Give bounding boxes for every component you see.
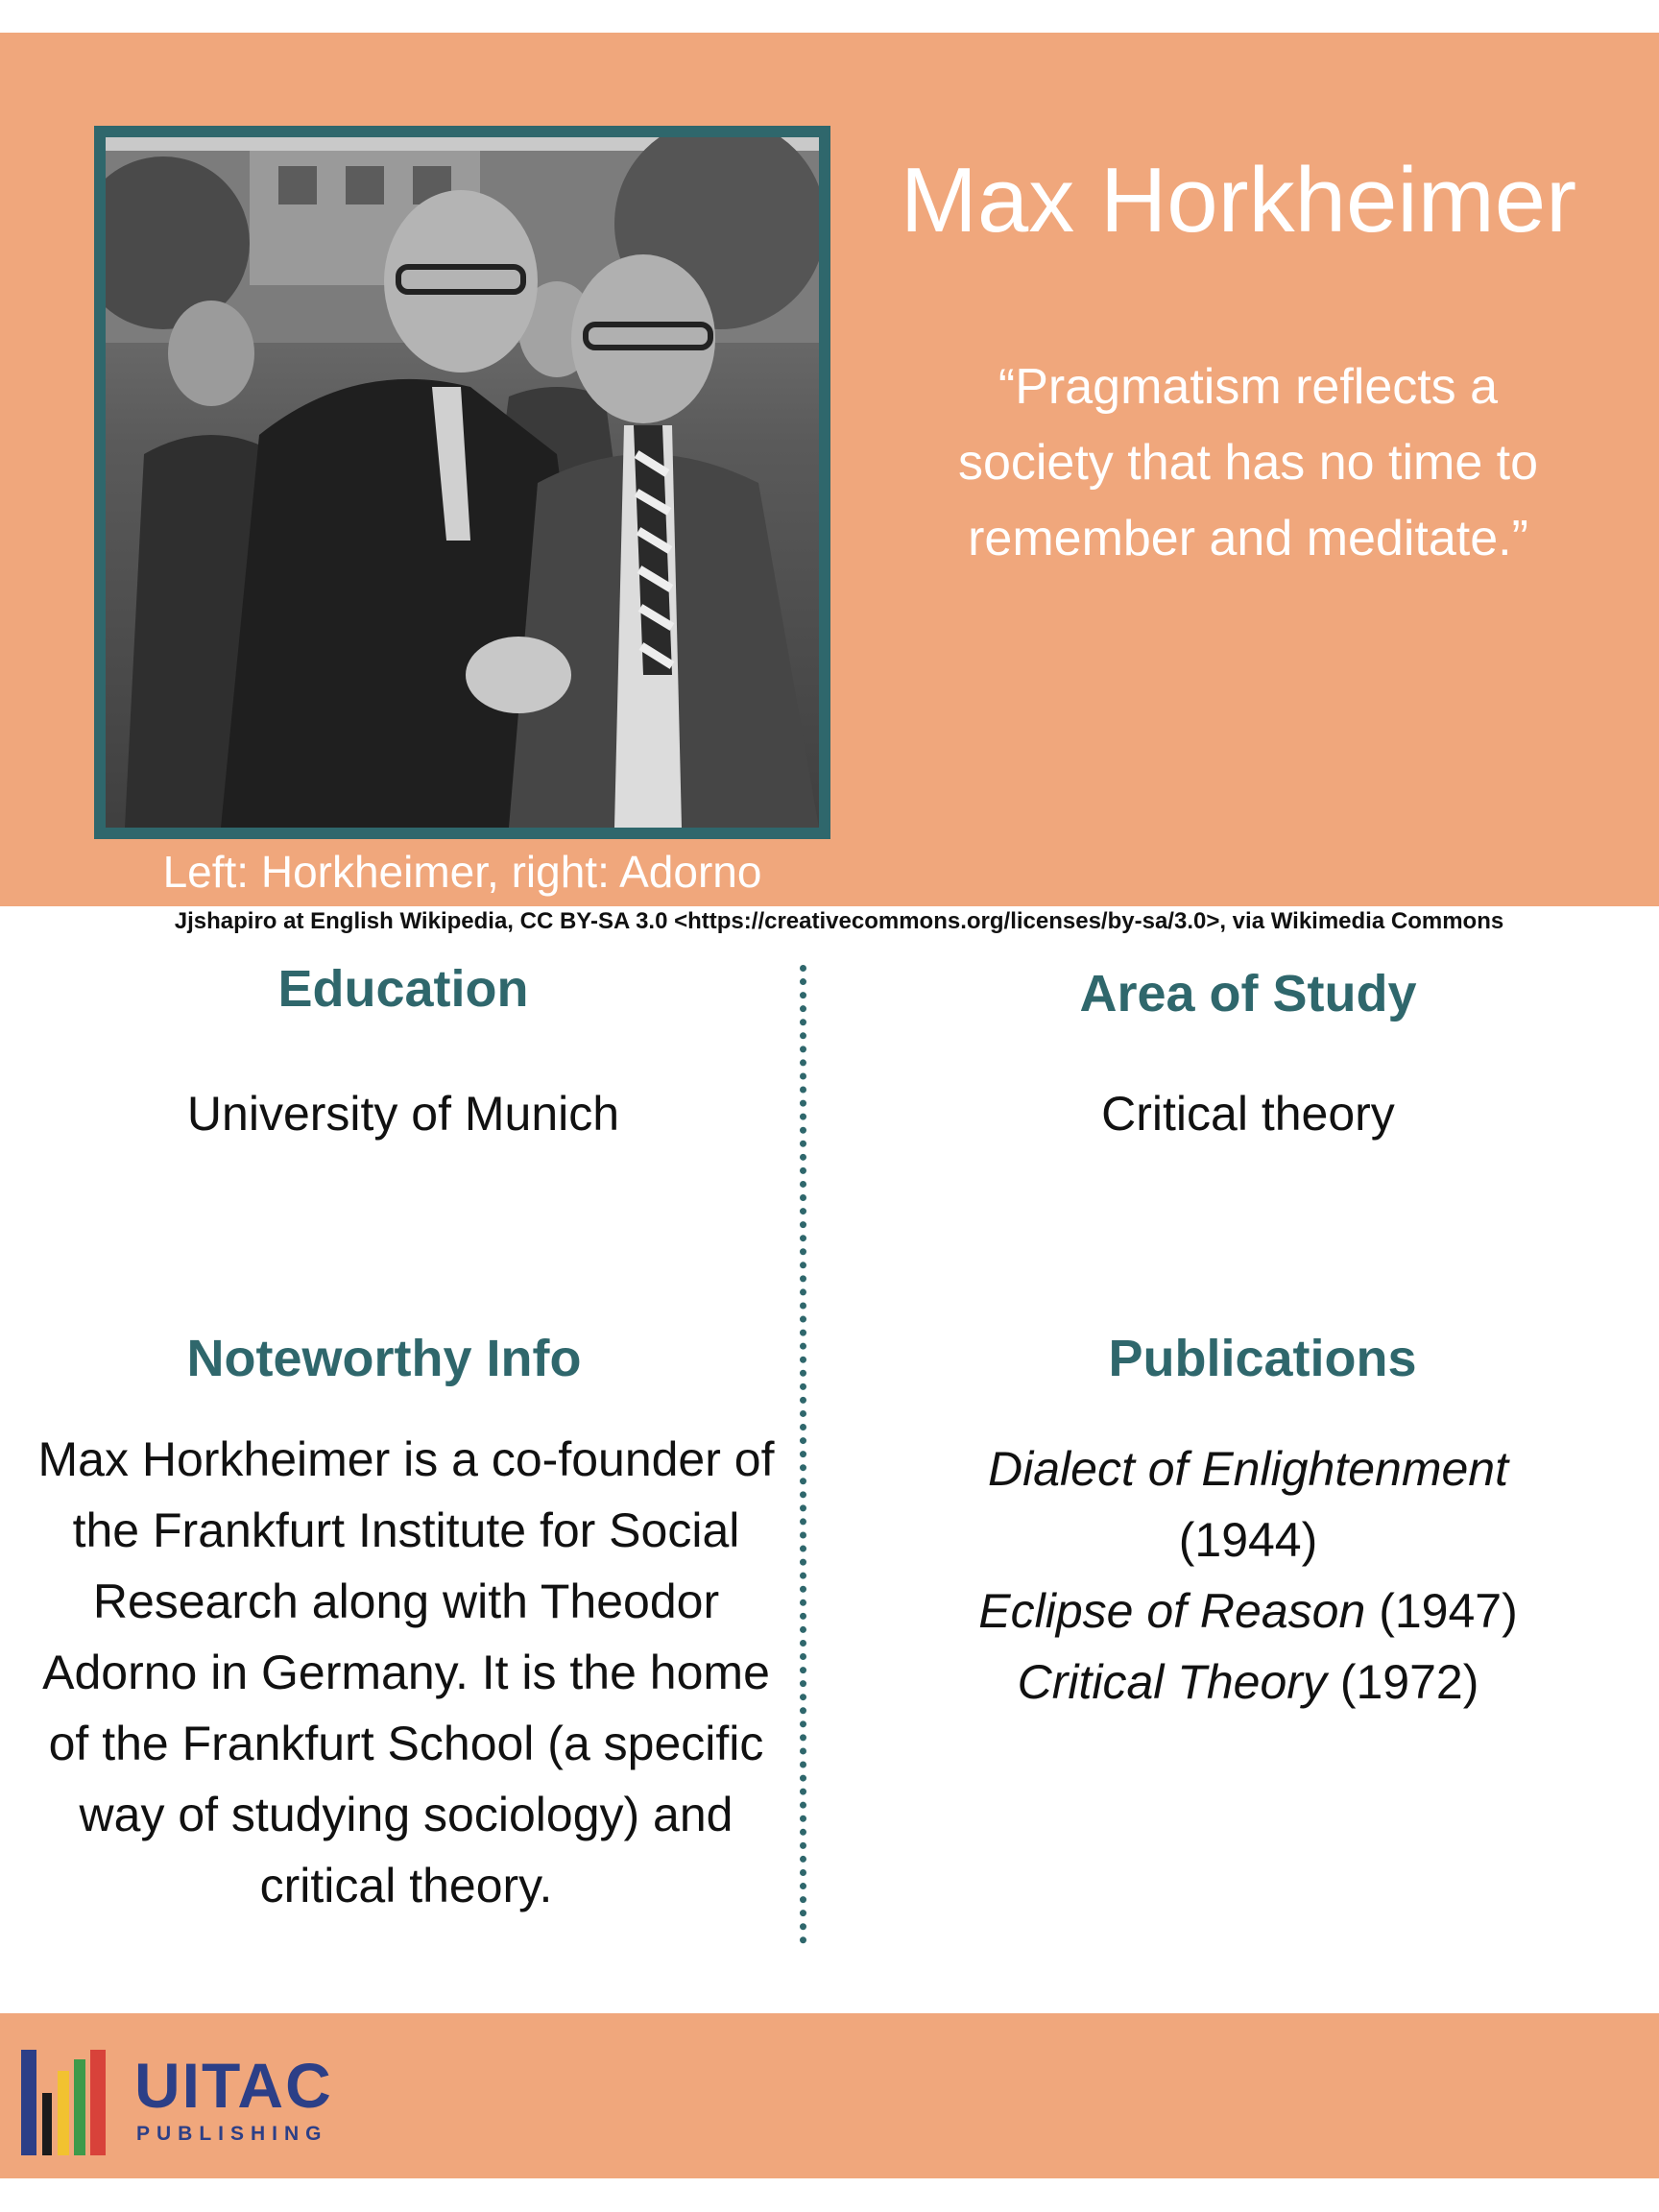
noteworthy-text: Max Horkheimer is a co-founder of the Frankfurt Institute for Social Research along with Theodor Adorno in Germany. It is the home of the Frankfurt School (a specific way of studying sociology) and critical theory. [37, 1432, 775, 1912]
area-of-study-text: Critical theory [1101, 1087, 1395, 1141]
publication-title: Dialect of Enlightenment [988, 1442, 1508, 1496]
logo-subtitle: PUBLISHING [136, 2123, 328, 2145]
publications-heading: Publications [1108, 1330, 1417, 1387]
publication-item [902, 1575, 1594, 1647]
publication-year: (1944) [1178, 1513, 1318, 1567]
publication-item [902, 1647, 1594, 1718]
publication-year: (1972) [1339, 1655, 1479, 1709]
page-title: Max Horkheimer [900, 149, 1577, 252]
publication-title: Eclipse of Reason [978, 1584, 1366, 1638]
logo-name: UITAC [134, 2050, 333, 2121]
photo-illustration [106, 137, 819, 828]
publication-item [902, 1433, 1594, 1575]
education-text: University of Munich [186, 1087, 620, 1141]
publication-title: Critical Theory [1017, 1655, 1327, 1709]
quote: “Pragmatism reflects a society that has no time to remember and meditate.” [957, 359, 1539, 566]
publications-list [902, 1433, 1594, 1718]
header-banner [0, 33, 1659, 906]
footer-banner [0, 2013, 1659, 2178]
photo-caption: Left: Horkheimer, right: Adorno [162, 847, 762, 897]
noteworthy-heading: Noteworthy Info [186, 1330, 582, 1387]
horkheimer-adorno-photo [106, 137, 819, 828]
photo-credit: Jjshapiro at English Wikipedia, CC BY-SA 3.0 <https://creativecommons.org/licenses/by-sa/3.0>, via Wikimedia Commons [174, 908, 1504, 934]
education-heading: Education [277, 960, 529, 1018]
books-logo-icon [21, 2050, 108, 2155]
photo-frame [94, 126, 830, 839]
column-divider [800, 965, 806, 1944]
area-of-study-heading: Area of Study [1079, 965, 1417, 1022]
publication-year: (1947) [1379, 1584, 1518, 1638]
